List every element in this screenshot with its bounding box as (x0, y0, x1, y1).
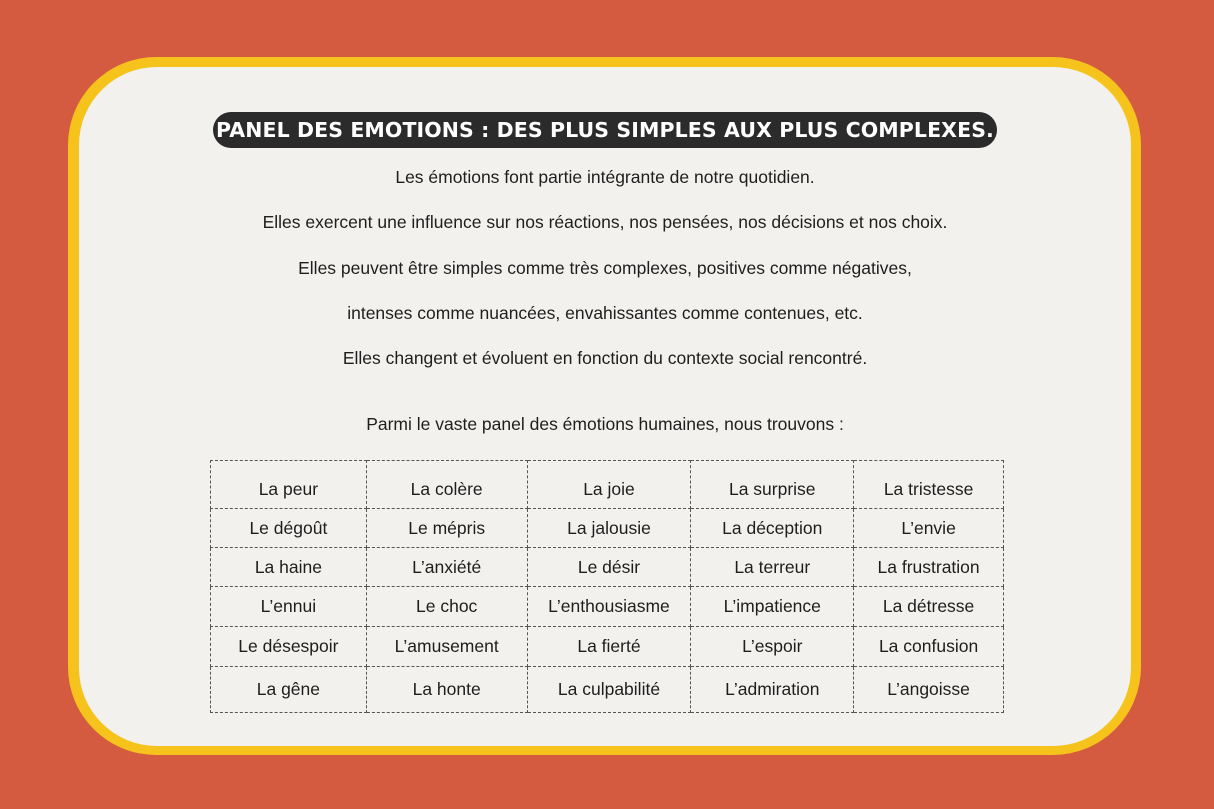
lead-text: Parmi le vaste panel des émotions humaines, nous trouvons : (366, 414, 844, 434)
intro-line-5: Elles changent et évoluent en fonction du contexte social rencontré. (342, 348, 868, 368)
intro-line-1: Les émotions font partie intégrante de notre quotidien. (395, 167, 815, 187)
table-row (211, 461, 1004, 509)
table-row (211, 548, 1004, 587)
table-row (211, 667, 1004, 713)
emotion-cell: La tristesse (854, 461, 1004, 509)
emotion-cell: Le mépris (366, 509, 527, 548)
page-title: PANEL DES EMOTIONS : DES PLUS SIMPLES AUX PLUS COMPLEXES. (213, 112, 997, 148)
emotion-cell: Le désir (527, 548, 691, 587)
emotion-cell: Le désespoir (211, 627, 367, 667)
emotion-cell: L’angoisse (854, 667, 1004, 713)
emotion-cell: La peur (211, 461, 367, 509)
emotion-cell: L’ennui (211, 587, 367, 627)
emotion-cell: La détresse (854, 587, 1004, 627)
emotion-cell: L’amusement (366, 627, 527, 667)
emotion-cell: La déception (691, 509, 854, 548)
emotion-cell: La joie (527, 461, 691, 509)
emotion-cell: La confusion (854, 627, 1004, 667)
emotion-cell: L’anxiété (366, 548, 527, 587)
intro-line-2: Elles exercent une influence sur nos réactions, nos pensées, nos décisions et nos choix. (262, 212, 948, 232)
emotion-cell: L’espoir (691, 627, 854, 667)
intro-line-4: intenses comme nuancées, envahissantes comme contenues, etc. (347, 303, 863, 323)
emotion-cell: La frustration (854, 548, 1004, 587)
intro-line-3: Elles peuvent être simples comme très complexes, positives comme négatives, (298, 258, 912, 278)
emotion-cell: La gêne (211, 667, 367, 713)
emotion-cell: Le choc (366, 587, 527, 627)
emotion-cell: L’impatience (691, 587, 854, 627)
emotion-cell: L’envie (854, 509, 1004, 548)
emotion-cell: La surprise (691, 461, 854, 509)
emotion-cell: Le dégoût (211, 509, 367, 548)
emotions-table (210, 460, 1004, 713)
table-row (211, 627, 1004, 667)
emotion-cell: La colère (366, 461, 527, 509)
emotion-cell: La haine (211, 548, 367, 587)
emotion-cell: La honte (366, 667, 527, 713)
emotion-cell: La fierté (527, 627, 691, 667)
emotion-cell: L’admiration (691, 667, 854, 713)
emotion-cell: La culpabilité (527, 667, 691, 713)
table-row (211, 587, 1004, 627)
emotion-cell: La terreur (691, 548, 854, 587)
table-row (211, 509, 1004, 548)
emotion-cell: La jalousie (527, 509, 691, 548)
emotion-cell: L’enthousiasme (527, 587, 691, 627)
